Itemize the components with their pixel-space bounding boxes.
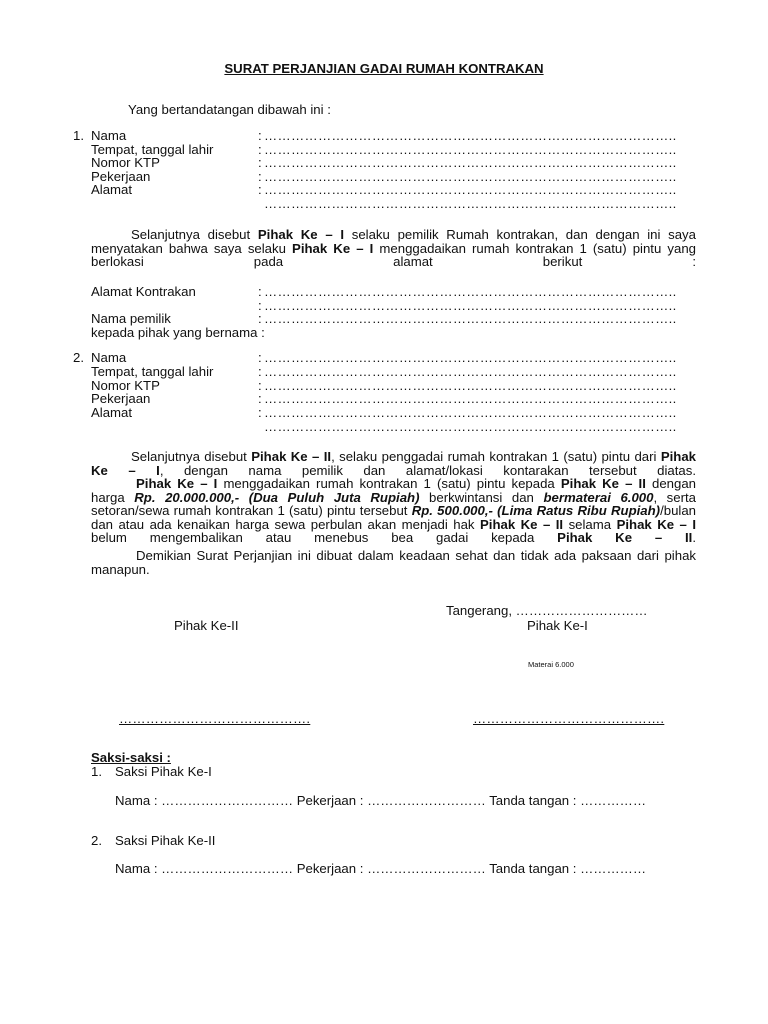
witness-line: Nama : ………………………… Pekerjaan : ……………………… Tanda tangan : ……………: [115, 861, 647, 876]
fill-line: ………………………………………………………………………………..: [264, 391, 677, 406]
party2-label-alamat: Alamat: [91, 405, 133, 420]
fill-line: ………………………………………………………………………………..: [264, 182, 677, 197]
colon: :: [258, 311, 262, 326]
colon: :: [258, 128, 262, 143]
sign-left-line: …………………………………….: [119, 711, 311, 726]
stamp-note: Materai 6.000: [528, 660, 574, 669]
party2-label-nama: Nama: [91, 350, 127, 365]
paragraph-terms: Pihak Ke – I menggadaikan rumah kontrakan 1 (satu) pintu kepada Pihak Ke – II dengan harga Rp. 20.000.000,- (Dua Puluh Juta Rupiah) berkwintansi dan bermaterai 6.000, serta setoran/sewa rumah kontrakan 1 (satu) pintu tersebut Rp. 500.000,- (Lima Ratus Ribu Rupiah)/bulan dan atau ada kenaikan harga sewa perbulan akan menjadi hak Pihak Ke – II selama Pihak Ke – I belum mengembalikan atau menebus bea gadai kepada Pihak Ke – II.: [91, 476, 697, 546]
colon: :: [258, 142, 262, 157]
witness-heading: Saksi-saksi :: [91, 750, 171, 765]
fill-line: ………………………………………………………………………………..: [264, 155, 677, 170]
intro-text: Yang bertandatangan dibawah ini :: [128, 102, 331, 117]
colon: :: [258, 378, 262, 393]
witness-line: Nama : ………………………… Pekerjaan : ……………………… Tanda tangan : ……………: [115, 793, 647, 808]
fill-line: ………………………………………………………………………………..: [264, 350, 677, 365]
fill-line: ………………………………………………………………………………..: [264, 284, 677, 299]
party2-label-ktp: Nomor KTP: [91, 378, 160, 393]
colon: :: [258, 182, 262, 197]
party1-label-ttl: Tempat, tanggal lahir: [91, 142, 214, 157]
sign-right-line: …………………………………….: [473, 711, 665, 726]
colon: :: [258, 364, 262, 379]
fill-line: ………………………………………………………………………………..: [264, 405, 677, 420]
colon: :: [258, 350, 262, 365]
fill-line: ………………………………………………………………………………..: [264, 311, 677, 326]
colon: :: [258, 169, 262, 184]
fill-line: ………………………………………………………………………………..: [264, 128, 677, 143]
party1-label-alamat: Alamat: [91, 182, 133, 197]
colon: :: [258, 391, 262, 406]
property-owner-label: Nama pemilik: [91, 311, 171, 326]
colon: :: [258, 298, 262, 313]
party2-number: 2.: [73, 350, 84, 365]
fill-line: ………………………………………………………………………………..: [264, 196, 677, 211]
fill-line: ………………………………………………………………………………..: [264, 419, 677, 434]
fill-line: ………………………………………………………………………………..: [264, 169, 677, 184]
party1-label-ktp: Nomor KTP: [91, 155, 160, 170]
colon: :: [258, 405, 262, 420]
paragraph-pihak1: Selanjutnya disebut Pihak Ke – I selaku pemilik Rumah kontrakan, dan dengan ini saya menyatakan bahwa saya selaku Pihak Ke – I menggadaikan rumah kontrakan 1 (satu) pintu yang berlokasi pada alamat berikut :: [91, 227, 696, 270]
party1-label-pekerjaan: Pekerjaan: [91, 169, 151, 184]
party1-number: 1.: [73, 128, 84, 143]
fill-line: ………………………………………………………………………………..: [264, 378, 677, 393]
document-title: SURAT PERJANJIAN GADAI RUMAH KONTRAKAN: [224, 61, 544, 76]
paragraph-closing: Demikian Surat Perjanjian ini dibuat dalam keadaan sehat dan tidak ada paksaan dari pihak manapun.: [91, 548, 696, 577]
witness-title: Saksi Pihak Ke-II: [115, 833, 216, 848]
colon: :: [258, 284, 262, 299]
party1-label-nama: Nama: [91, 128, 127, 143]
sign-right-label: Pihak Ke-I: [527, 618, 588, 633]
paragraph-pihak2: Selanjutnya disebut Pihak Ke – II, selaku penggadai rumah kontrakan 1 (satu) pintu dari Pihak Ke – I, dengan nama pemilik dan alamat/lokasi kontarakan tersebut diatas.: [91, 449, 697, 478]
colon: :: [258, 155, 262, 170]
fill-line: ………………………………………………………………………………..: [264, 142, 677, 157]
witness-number: 1.: [91, 764, 102, 779]
to-party-text: kepada pihak yang bernama :: [91, 325, 265, 340]
property-address-label: Alamat Kontrakan: [91, 284, 196, 299]
fill-line: ………………………………………………………………………………..: [264, 298, 677, 313]
witness-title: Saksi Pihak Ke-I: [115, 764, 212, 779]
witness-number: 2.: [91, 833, 102, 848]
party2-label-ttl: Tempat, tanggal lahir: [91, 364, 214, 379]
party2-label-pekerjaan: Pekerjaan: [91, 391, 151, 406]
place-date: Tangerang, …………………………: [446, 603, 648, 618]
sign-left-label: Pihak Ke-II: [174, 618, 239, 633]
fill-line: ………………………………………………………………………………..: [264, 364, 677, 379]
